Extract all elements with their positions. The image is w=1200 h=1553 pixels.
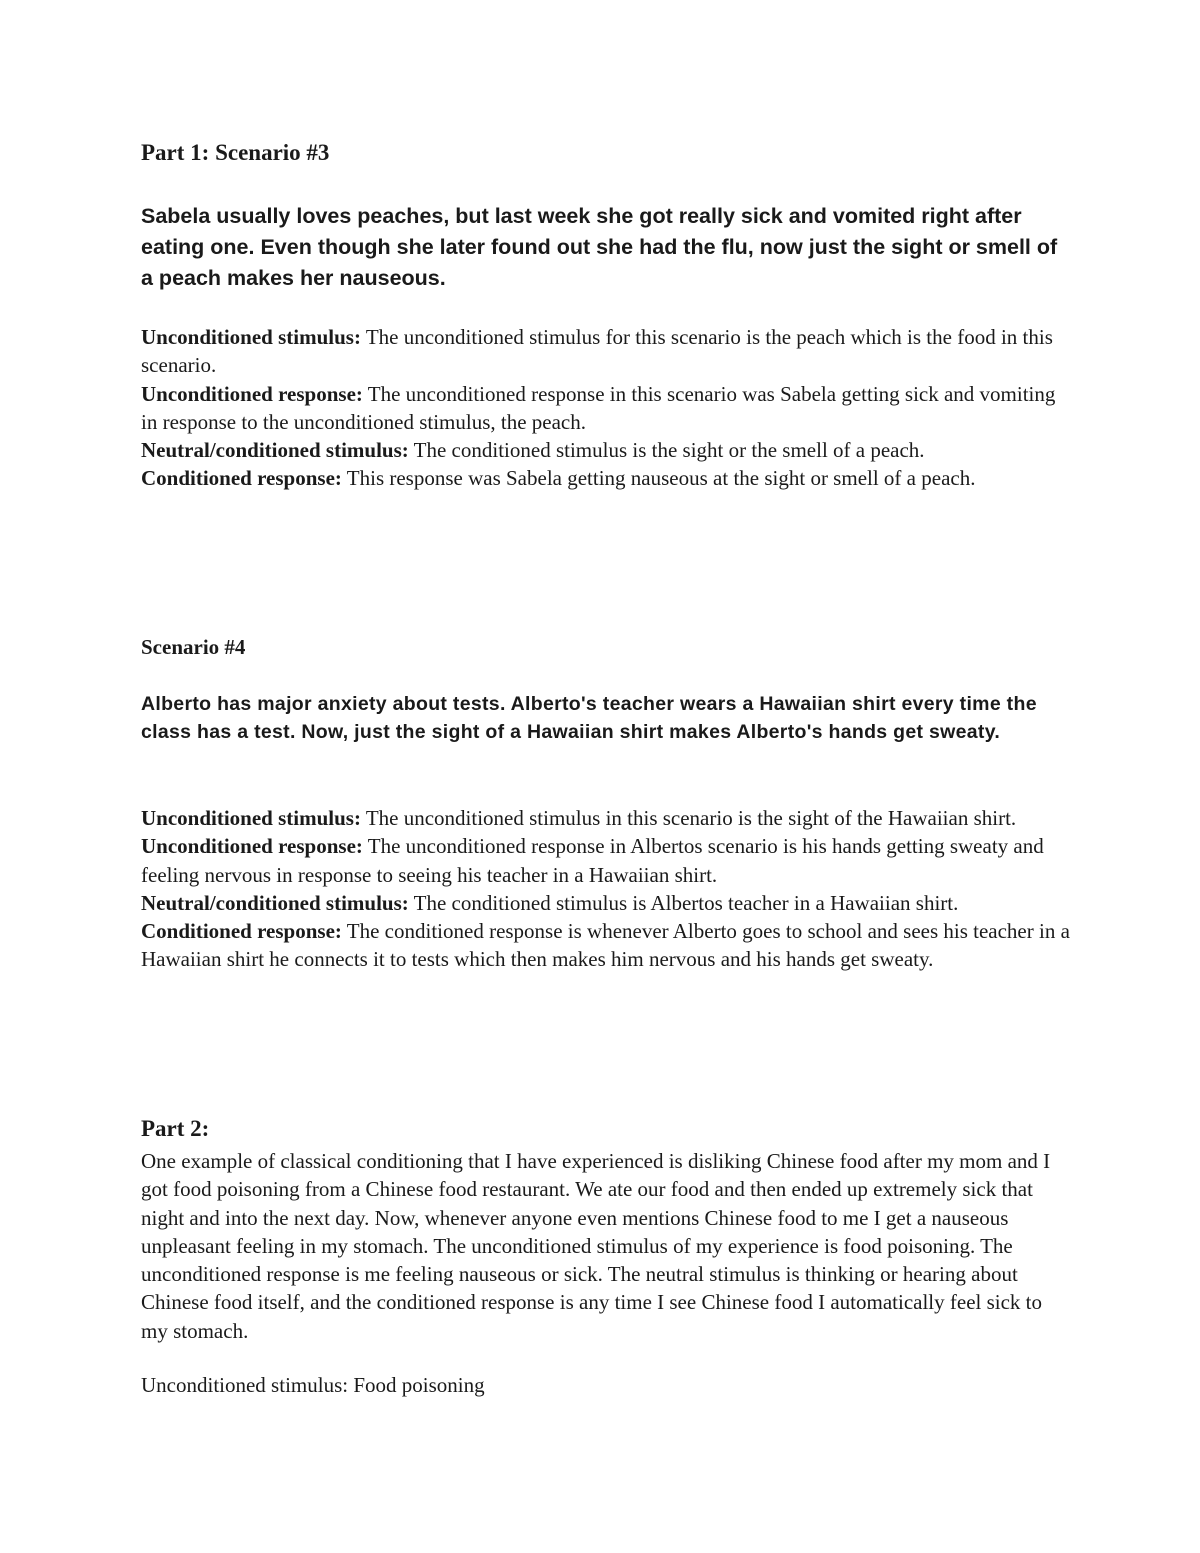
part2-body: One example of classical conditioning that I have experienced is disliking Chinese food after my mom and I got food poisoning from a Chinese food restaurant. We ate our food and then ended up extremely sick that night and into the next day. Now, whenever anyone even mentions Chinese food to me I get a nauseous unpleasant feeling in my stomach. The unconditioned stimulus of my experience is food poisoning. The unconditioned response is me feeling nauseous or sick. The neutral stimulus is thinking or hearing about Chinese food itself, and the conditioned response is any time I see Chinese food I automatically feel sick to my stomach. bbox=[141, 1149, 1051, 1343]
scenario3-definitions bbox=[141, 323, 1071, 493]
definition-term: Conditioned response: bbox=[141, 466, 342, 491]
definition-text: The unconditioned stimulus for this scenario is the peach which is the food in this scenario. bbox=[141, 325, 1053, 378]
scenario3-prompt: Sabela usually loves peaches, but last week she got really sick and vomited right after eating one. Even though she later found out she had the flu, now just the sight or smell of a peach makes her nauseous. bbox=[141, 204, 1058, 290]
definition-text: The conditioned stimulus is the sight or the smell of a peach. bbox=[408, 438, 925, 463]
scenario3-ucr bbox=[141, 380, 1071, 437]
scenario4-heading: Scenario #4 bbox=[141, 635, 246, 659]
scenario3-ucs bbox=[141, 323, 1071, 380]
scenario3-cr bbox=[141, 464, 1071, 492]
definition-term: Unconditioned stimulus: bbox=[141, 325, 361, 349]
scenario4-cr bbox=[141, 917, 1071, 974]
scenario4-definitions bbox=[141, 804, 1071, 974]
definition-term: Neutral/conditioned stimulus: bbox=[141, 890, 409, 915]
part1-heading: Part 1: Scenario #3 bbox=[141, 140, 330, 165]
scenario4-ucr bbox=[141, 832, 1071, 889]
definition-term: Unconditioned stimulus: bbox=[141, 806, 361, 830]
definition-term: Neutral/conditioned stimulus: bbox=[141, 438, 409, 463]
definition-term: Unconditioned response: bbox=[141, 834, 363, 859]
part2-summary: Unconditioned stimulus: Food poisoning bbox=[141, 1373, 485, 1397]
definition-term: Conditioned response: bbox=[141, 919, 342, 944]
definition-text: The conditioned stimulus is Albertos teacher in a Hawaiian shirt. bbox=[408, 890, 959, 915]
scenario4-prompt: Alberto has major anxiety about tests. Alberto's teacher wears a Hawaiian shirt every time the class has a test. Now, just the sight of a Hawaiian shirt makes Alberto's hands get sweaty. bbox=[141, 693, 1037, 744]
definition-text: The unconditioned stimulus in this scenario is the sight of the Hawaiian shirt. bbox=[360, 806, 1017, 830]
definition-text: The conditioned response is whenever Alberto goes to school and sees his teacher in a Hawaiian shirt he connects it to tests which then makes him nervous and his hands get sweaty. bbox=[141, 919, 1070, 972]
definition-text: The unconditioned response in this scenario was Sabela getting sick and vomiting in response to the unconditioned stimulus, the peach. bbox=[141, 381, 1056, 434]
scenario3-cs bbox=[141, 436, 1071, 464]
definition-text: This response was Sabela getting nauseous at the sight or smell of a peach. bbox=[341, 466, 976, 491]
definition-term: Unconditioned response: bbox=[141, 381, 363, 406]
scenario4-cs bbox=[141, 889, 1071, 917]
definition-text: The unconditioned response in Albertos scenario is his hands getting sweaty and feeling nervous in response to seeing his teacher in a Hawaiian shirt. bbox=[141, 834, 1044, 887]
part2-heading: Part 2: bbox=[141, 1116, 210, 1141]
scenario4-ucs bbox=[141, 804, 1071, 832]
